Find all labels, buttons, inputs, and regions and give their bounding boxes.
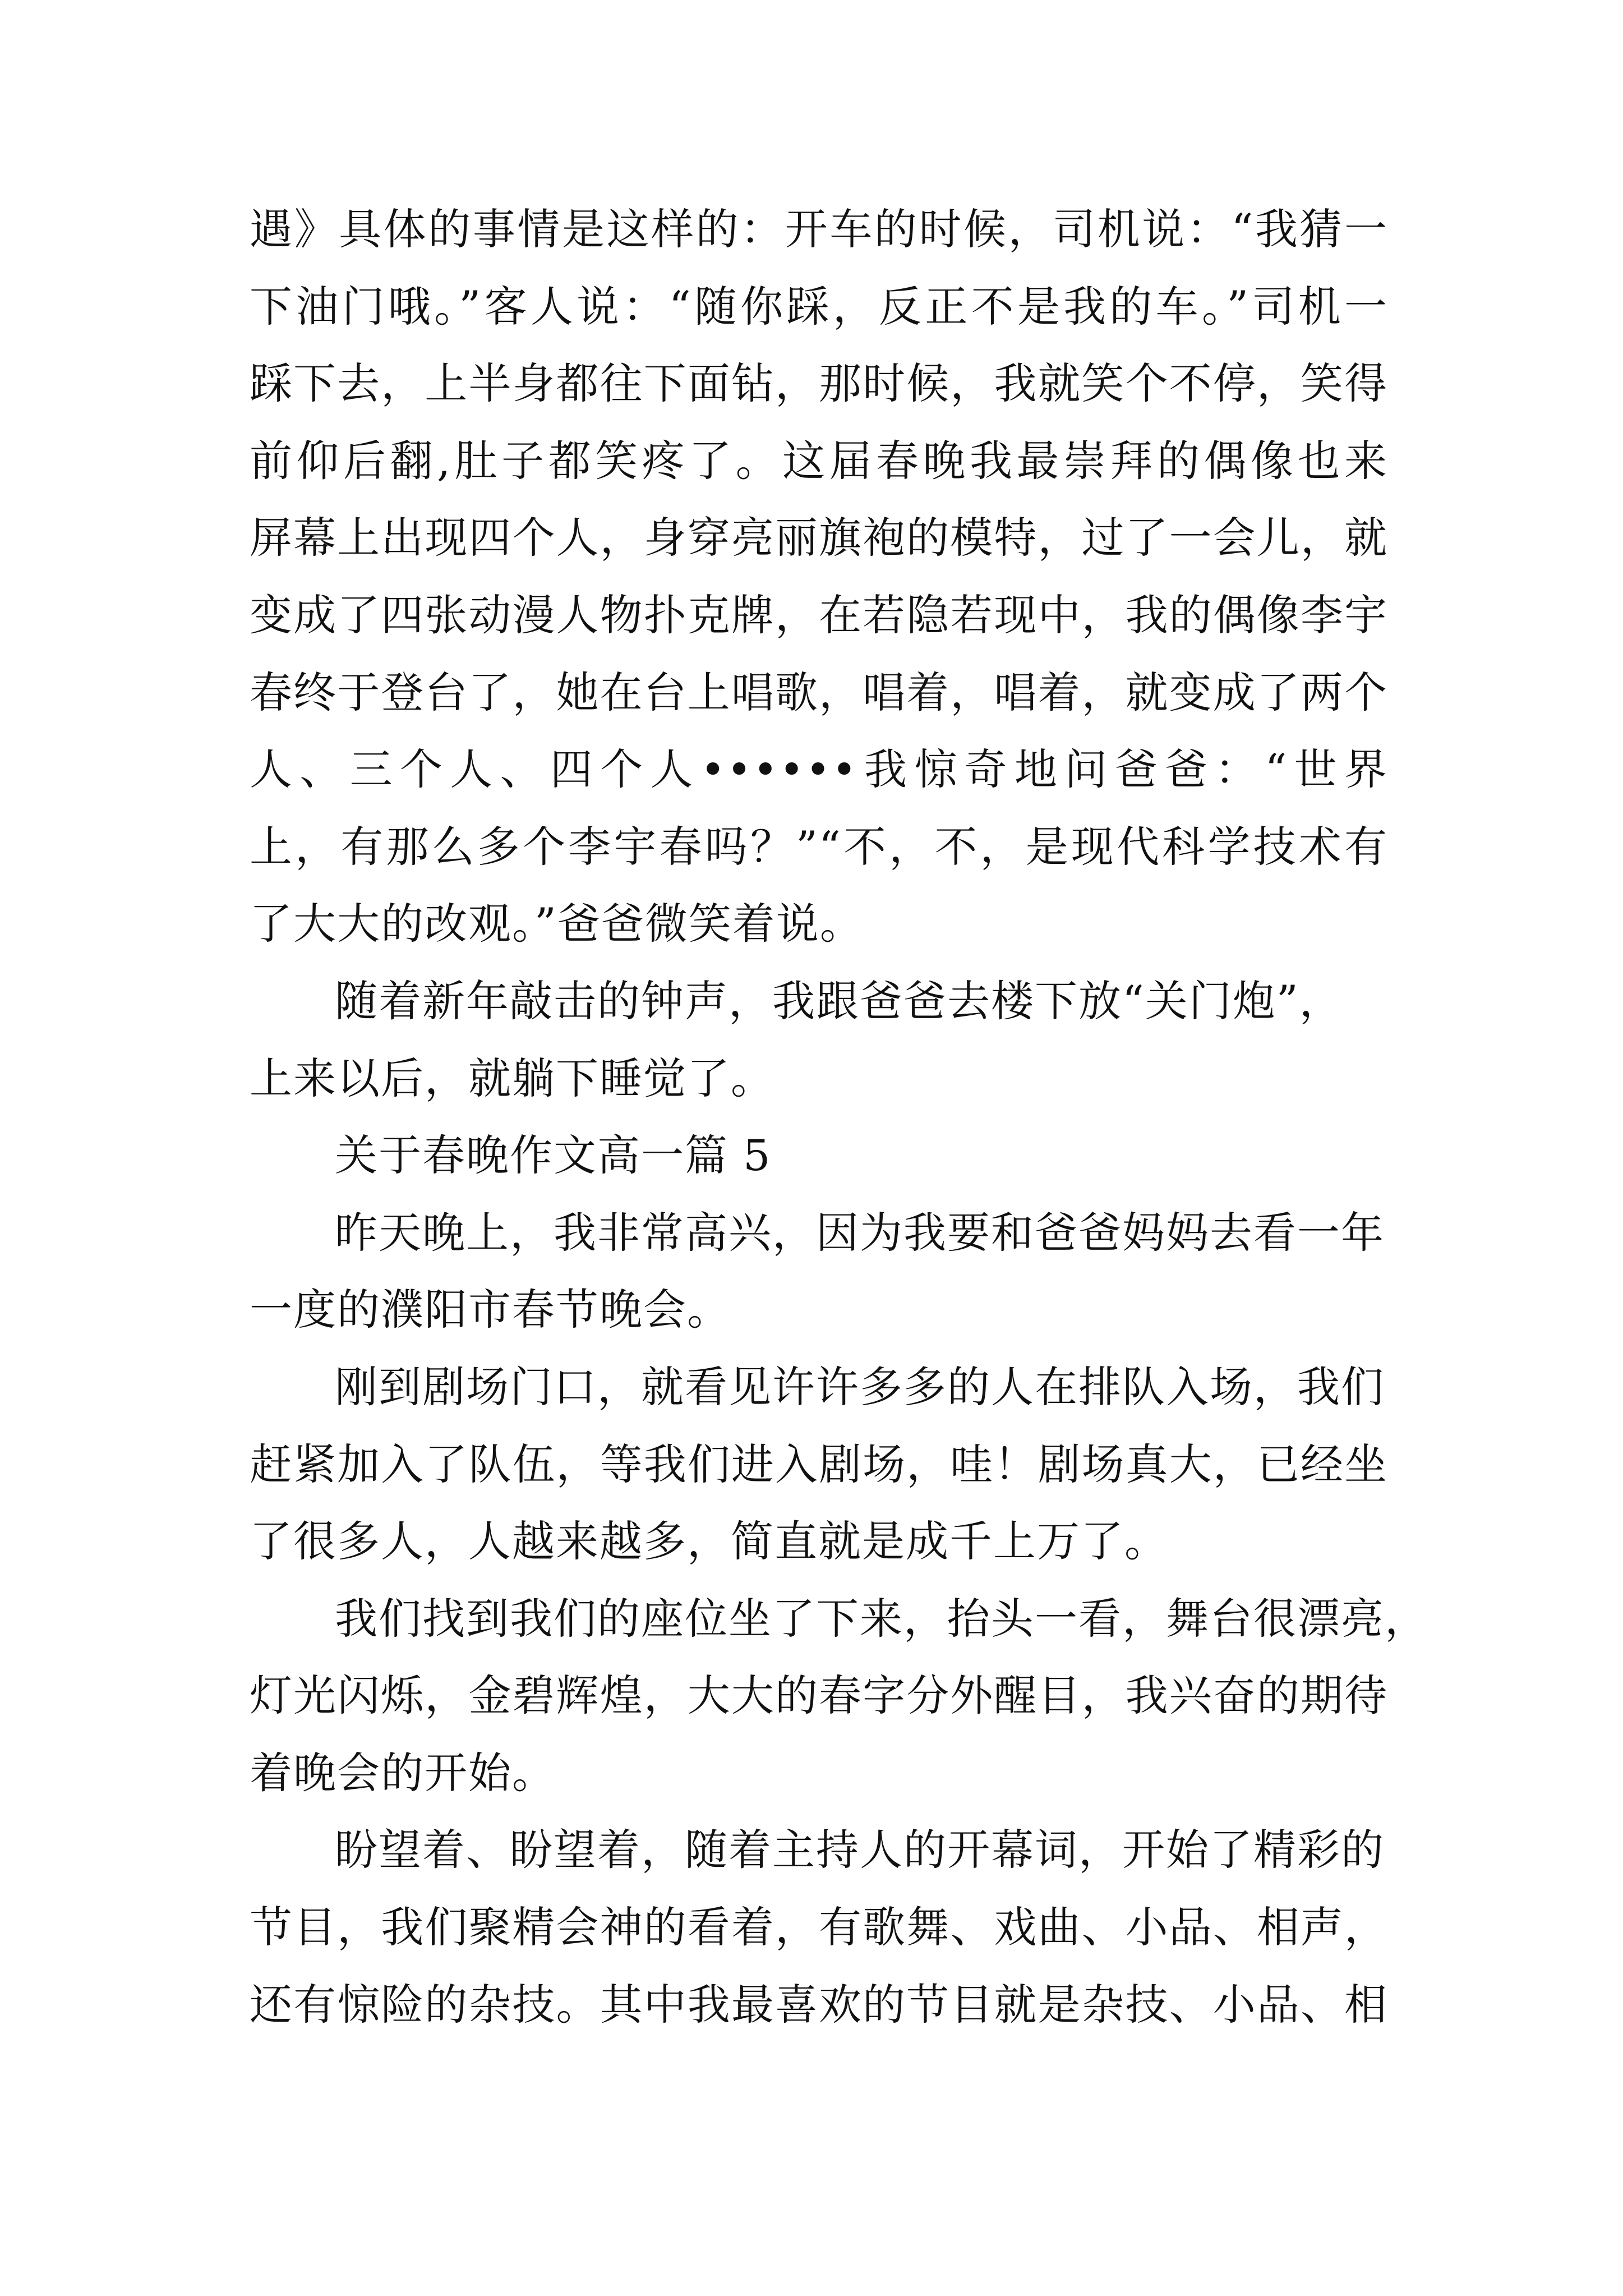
essay-body [250, 191, 1428, 2043]
text-line: 了大大的改观。”爸爸微笑着说。 [250, 899, 864, 949]
text-line: 刚到剧场门口，就看见许许多多的人在排队入场，我们 [335, 1361, 1385, 1412]
text-line: 屏幕上出现四个人，身穿亮丽旗袍的模特，过了一会儿，就 [250, 513, 1388, 563]
text-line: 我们找到我们的座位坐了下来，抬头一看，舞台很漂亮， [335, 1593, 1428, 1644]
text-line: 人、三个人、四个人••••••我惊奇地问爸爸：“世界 [250, 744, 1388, 795]
section-heading: 关于春晚作文高一篇 5 [335, 1130, 772, 1181]
text-line: 下油门哦。”客人说：“随你踩，反正不是我的车。”司机一 [250, 281, 1388, 332]
text-line: 遇》具体的事情是这样的：开车的时候，司机说：“我猜一 [250, 204, 1388, 254]
text-line: 上来以后，就躺下睡觉了。 [250, 1053, 774, 1103]
text-line: 了很多人，人越来越多，简直就是成千上万了。 [250, 1516, 1168, 1567]
text-line: 盼望着、盼望着，随着主持人的开幕词，开始了精彩的 [335, 1825, 1385, 1875]
text-line: 随着新年敲击的钟声，我跟爸爸去楼下放“关门炮”， [335, 976, 1343, 1026]
text-line: 灯光闪烁，金碧辉煌，大大的春字分外醒目，我兴奋的期待 [250, 1671, 1388, 1721]
text-line: 变成了四张动漫人物扑克牌，在若隐若现中，我的偶像李宇 [250, 590, 1388, 640]
text-line: 节目，我们聚精会神的看着，有歌舞、戏曲、小品、相声， [250, 1902, 1388, 1953]
text-line: 一度的濮阳市春节晚会。 [250, 1285, 731, 1335]
text-line: 昨天晚上，我非常高兴，因为我要和爸爸妈妈去看一年 [335, 1207, 1385, 1258]
text-line: 赶紧加入了队伍，等我们进入剧场，哇！剧场真大，已经坐 [250, 1439, 1388, 1489]
text-line: 还有惊险的杂技。其中我最喜欢的节目就是杂技、小品、相 [250, 1979, 1388, 2030]
text-line: 踩下去，上半身都往下面钻，那时候，我就笑个不停，笑得 [250, 358, 1388, 409]
text-line: 着晚会的开始。 [250, 1747, 556, 1798]
text-line: 春终于登台了，她在台上唱歌，唱着，唱着，就变成了两个 [250, 667, 1388, 717]
text-line: 上，有那么多个李宇春吗？”“不，不，是现代科学技术有 [250, 821, 1388, 872]
text-line: 前仰后翻,肚子都笑疼了。这届春晚我最崇拜的偶像也来 [250, 435, 1388, 486]
